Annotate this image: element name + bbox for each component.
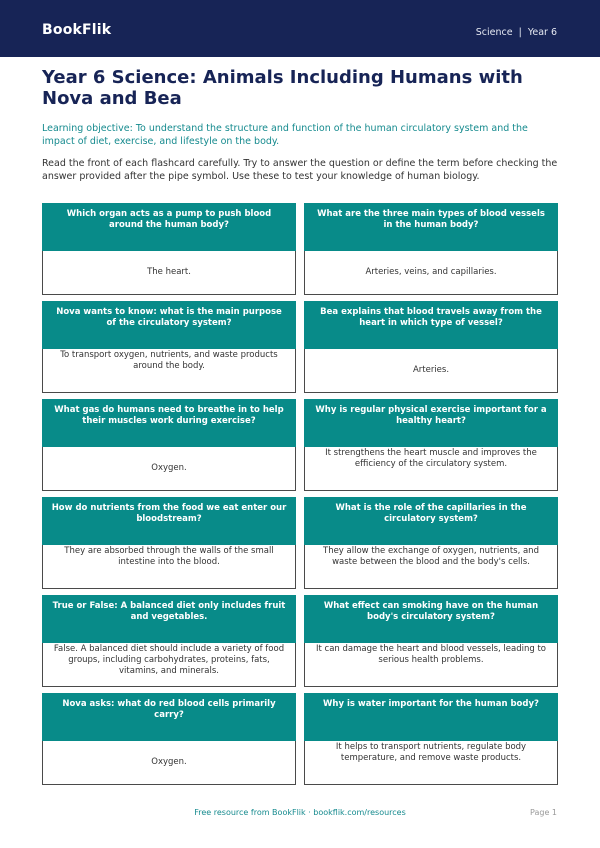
brand-logo[interactable]: BookFlik	[42, 22, 112, 38]
flashcard[interactable]	[42, 497, 296, 589]
breadcrumb-year: Year 6	[527, 27, 557, 38]
flashcard-question: Nova asks: what do red blood cells primarily carry?	[42, 693, 296, 741]
flashcard-question: What effect can smoking have on the human body's circulatory system?	[304, 595, 558, 643]
flashcard-row	[42, 693, 558, 785]
flashcard-question: What are the three main types of blood vessels in the human body?	[304, 203, 558, 251]
flashcard[interactable]	[42, 203, 296, 295]
flashcard-question: What gas do humans need to breathe in to help their muscles work during exercise?	[42, 399, 296, 447]
flashcard-answer: Oxygen.	[42, 447, 296, 491]
breadcrumb-subject: Science	[475, 27, 513, 38]
flashcard-question: What is the role of the capillaries in the circulatory system?	[304, 497, 558, 545]
flashcard[interactable]	[304, 497, 558, 589]
flashcard[interactable]	[42, 301, 296, 393]
flashcard-question: True or False: A balanced diet only includes fruit and vegetables.	[42, 595, 296, 643]
flashcard[interactable]	[304, 693, 558, 785]
flashcard-row	[42, 399, 558, 491]
instructions-text: Read the front of each flashcard carefully. Try to answer the question or define the term before checking the answer provided after the pipe symbol. Use these to test your knowledge of human biology.	[42, 158, 558, 182]
flashcard-question: Bea explains that blood travels away from the heart in which type of vessel?	[304, 301, 558, 349]
flashcard[interactable]	[42, 399, 296, 491]
flashcard-question: Nova wants to know: what is the main purpose of the circulatory system?	[42, 301, 296, 349]
flashcard-question: Why is regular physical exercise important for a healthy heart?	[304, 399, 558, 447]
flashcard-row	[42, 595, 558, 687]
flashcard-answer: The heart.	[42, 251, 296, 295]
flashcard-answer: Arteries.	[304, 349, 558, 393]
flashcard-answer: Oxygen.	[42, 741, 296, 785]
flashcard-grid	[42, 203, 558, 791]
page-title: Year 6 Science: Animals Including Humans with Nova and Bea	[42, 67, 523, 109]
flashcard-question: Why is water important for the human body?	[304, 693, 558, 741]
flashcard[interactable]	[304, 399, 558, 491]
flashcard[interactable]	[304, 203, 558, 295]
flashcard-answer: They are absorbed through the walls of the small intestine into the blood.	[42, 545, 296, 589]
flashcard-answer: Arteries, veins, and capillaries.	[304, 251, 558, 295]
breadcrumb-separator: |	[518, 27, 522, 38]
flashcard-row	[42, 203, 558, 295]
page-number: Page 1	[530, 808, 557, 817]
flashcard[interactable]	[42, 595, 296, 687]
footer-resource-link[interactable]: Free resource from BookFlik · bookflik.com/resources	[194, 808, 406, 817]
breadcrumb	[476, 27, 557, 38]
flashcard-answer: It helps to transport nutrients, regulate body temperature, and remove waste products.	[304, 741, 558, 785]
flashcard[interactable]	[304, 595, 558, 687]
flashcard-answer: They allow the exchange of oxygen, nutrients, and waste between the blood and the body's cells.	[304, 545, 558, 589]
flashcard[interactable]	[304, 301, 558, 393]
flashcard-row	[42, 301, 558, 393]
flashcard-row	[42, 497, 558, 589]
flashcard-answer: It can damage the heart and blood vessels, leading to serious health problems.	[304, 643, 558, 687]
top-header-bar	[0, 0, 600, 57]
flashcard-answer: It strengthens the heart muscle and improves the efficiency of the circulatory system.	[304, 447, 558, 491]
flashcard[interactable]	[42, 693, 296, 785]
learning-objective: Learning objective: To understand the structure and function of the human circulatory system and the impact of diet, exercise, and lifestyle on the body.	[42, 123, 528, 147]
flashcard-answer: To transport oxygen, nutrients, and waste products around the body.	[42, 349, 296, 393]
flashcard-answer: False. A balanced diet should include a variety of food groups, including carbohydrates, proteins, fats, vitamins, and minerals.	[42, 643, 296, 687]
flashcard-question: How do nutrients from the food we eat enter our bloodstream?	[42, 497, 296, 545]
flashcard-question: Which organ acts as a pump to push blood around the human body?	[42, 203, 296, 251]
